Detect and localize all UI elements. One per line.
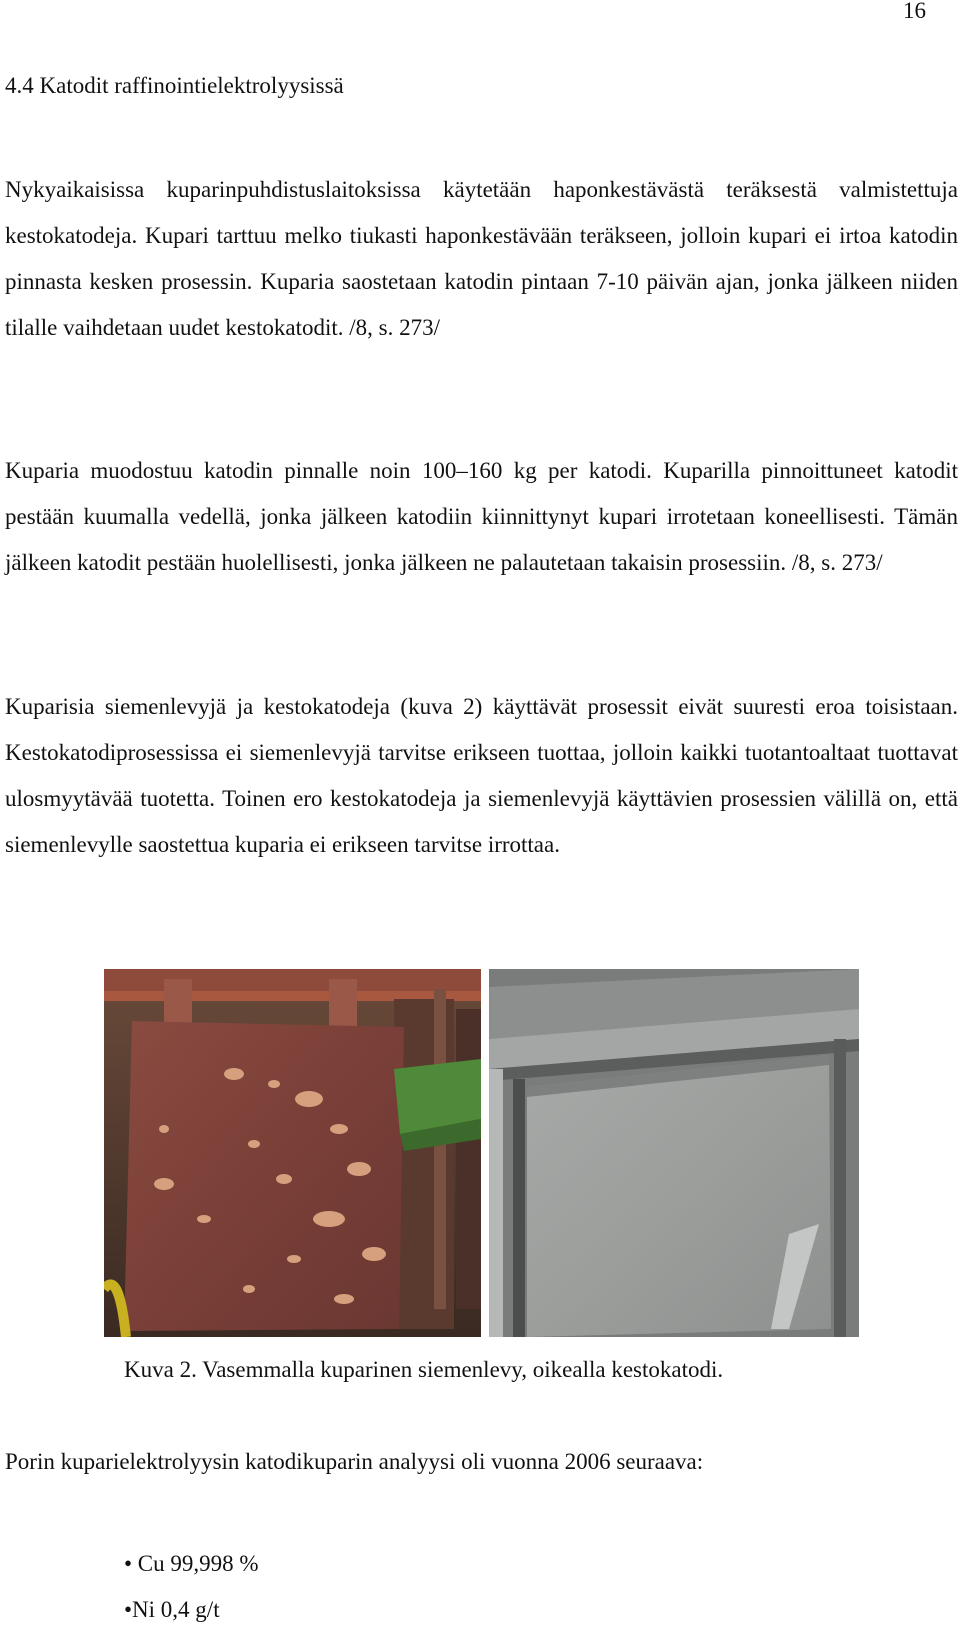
- section-heading: 4.4 Katodit raffinointielektrolyysissä: [5, 73, 344, 98]
- paragraph-kestokatodit: Nykyaikaisissa kuparinpuhdistuslaitoksissa käytetään haponkestävästä teräksestä valmistettuja kestokatodeja. Kupari tarttuu melko tiukasti haponkestävään teräkseen, jolloin kupari ei irtoa katodin pinnasta kesken prosessin. Kuparia saostetaan katodin pintaan 7-10 päivän ajan, jonka jälkeen niiden tilalle vaihdetaan uudet kestokatodit. /8, s. 273/: [5, 177, 958, 340]
- page-number: 16: [903, 0, 926, 23]
- paragraph-kuparin-irrotus: Kuparia muodostuu katodin pinnalle noin 100–160 kg per katodi. Kuparilla pinnoittuneet katodit pestään kuumalla vedellä, jonka jälkeen katodiin kiinnittynyt kupari irrotetaan koneellisesti. Tämän jälkeen katodit pestään huolellisesti, jonka jälkeen ne palautetaan takaisin prosessiin. /8, s. 273/: [5, 458, 958, 575]
- analysis-list: [124, 1541, 259, 1633]
- list-item: • Cu 99,998 %: [124, 1551, 259, 1576]
- paragraph-prosessien-erot: Kuparisia siemenlevyjä ja kestokatodeja (kuva 2) käyttävät prosessit eivät suuresti eroa toisistaan. Kestokatodiprosessissa ei siemenlevyjä tarvitse erikseen tuottaa, jolloin kaikki tuotantoaltaat tuottavat ulosmyytävää tuotetta. Toinen ero kestokatodeja ja siemenlevyjä käyttävien prosessien välillä on, että siemenlevylle saostettua kuparia ei erikseen tarvitse irrottaa.: [5, 694, 958, 857]
- copper-seed-plate-photo: [104, 969, 481, 1337]
- steel-permanent-cathode-photo: [489, 969, 859, 1337]
- figure-caption: Kuva 2. Vasemmalla kuparinen siemenlevy, oikealla kestokatodi.: [124, 1357, 724, 1382]
- list-item: •Ni 0,4 g/t: [124, 1597, 220, 1622]
- analysis-intro: Porin kuparielektrolyysin katodikuparin analyysi oli vuonna 2006 seuraava:: [5, 1449, 704, 1474]
